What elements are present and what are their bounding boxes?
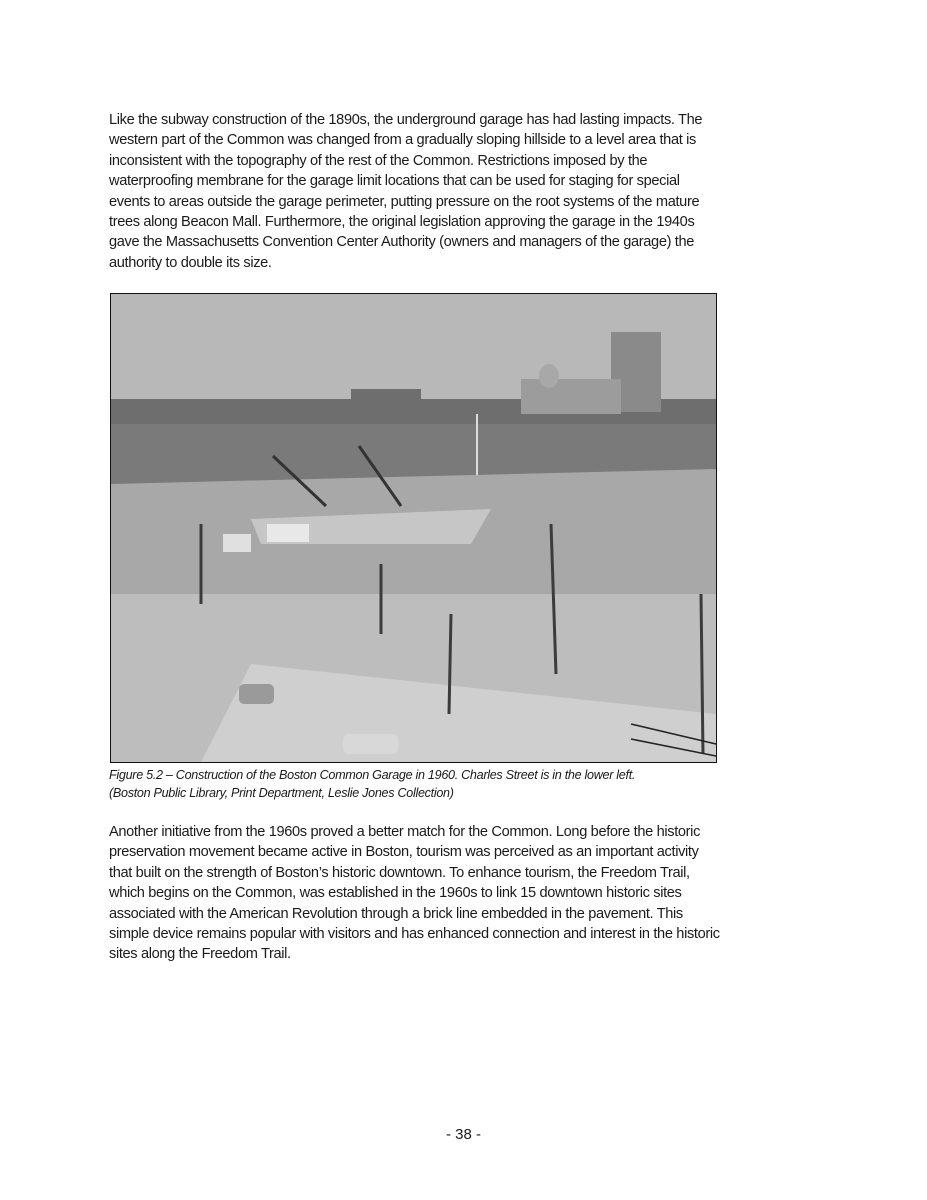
text-line: inconsistent with the topography of the rest of the Common. Restrictions imposed by the: [109, 152, 648, 169]
text-line: preservation movement became active in Boston, tourism was perceived as an important activity: [109, 844, 699, 861]
photo-illustration: [111, 294, 716, 762]
text-line: western part of the Common was changed from a gradually sloping hillside to a level area that is: [109, 132, 696, 149]
photo-car: [343, 734, 398, 754]
caption-line: (Boston Public Library, Print Department, Leslie Jones Collection): [109, 786, 454, 800]
caption-line: Figure 5.2 – Construction of the Boston Common Garage in 1960. Charles Street is in the lower left.: [109, 768, 636, 782]
text-line: Like the subway construction of the 1890s, the underground garage has had lasting impacts. The: [109, 112, 703, 128]
text-line: sites along the Freedom Trail.: [109, 946, 291, 963]
text-line: trees along Beacon Mall. Furthermore, the original legislation approving the garage in the 1940s: [109, 214, 695, 231]
text-line: that built on the strength of Boston’s historic downtown. To enhance tourism, the Freedom Trail,: [109, 864, 690, 881]
photo-shed: [267, 524, 309, 542]
text-line: authority to double its size.: [109, 254, 272, 271]
figure-photo-garage-construction: [110, 293, 717, 763]
figure-caption: [109, 766, 821, 802]
photo-car: [239, 684, 274, 704]
text-line: waterproofing membrane for the garage limit locations that can be used for staging for special: [109, 173, 680, 190]
paragraph-freedom-trail: [109, 822, 821, 965]
text-line: events to areas outside the garage perimeter, putting pressure on the root systems of the mature: [109, 193, 700, 210]
text-line: Another initiative from the 1960s proved a better match for the Common. Long before the historic: [109, 824, 701, 840]
page-number: - 38 -: [445, 1126, 481, 1143]
paragraph-garage-impacts: [109, 110, 821, 273]
text-line: simple device remains popular with visitors and has enhanced connection and interest in the historic: [109, 926, 720, 943]
text-line: associated with the American Revolution through a brick line embedded in the pavement. This: [109, 905, 683, 922]
text-line: which begins on the Common, was established in the 1960s to link 15 downtown historic sites: [109, 885, 682, 902]
text-line: gave the Massachusetts Convention Center Authority (owners and managers of the garage) the: [109, 234, 695, 251]
